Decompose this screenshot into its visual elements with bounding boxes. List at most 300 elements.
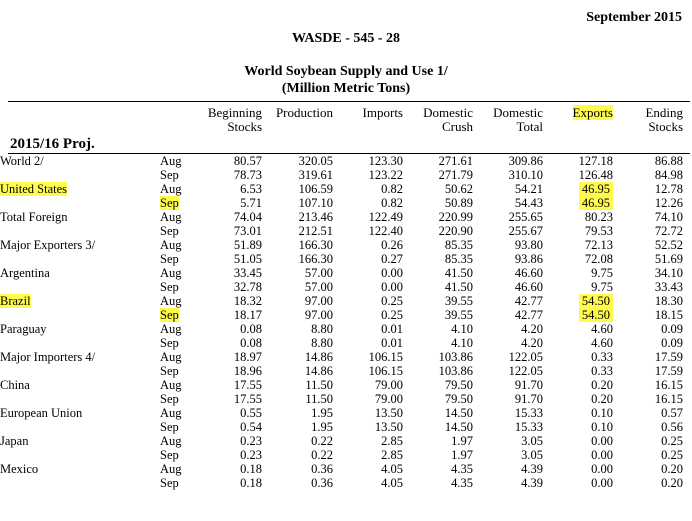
col-header-line2: Crush <box>441 119 473 134</box>
value-cell <box>403 266 473 280</box>
cell-value: 0.54 <box>240 420 262 434</box>
month-label: Sep <box>160 448 179 462</box>
region-cell <box>0 476 160 490</box>
cell-value: 271.79 <box>438 168 473 182</box>
value-cell <box>613 462 683 476</box>
region-cell <box>0 154 160 168</box>
cell-value: 4.10 <box>451 322 473 336</box>
cell-value: 80.23 <box>584 210 613 224</box>
cell-value: 106.15 <box>368 350 403 364</box>
region-cell <box>0 350 160 364</box>
value-cell <box>333 238 403 252</box>
cell-value: 0.20 <box>661 476 683 490</box>
region-label: United States <box>0 182 68 196</box>
table-units: (Million Metric Tons) <box>281 81 411 96</box>
value-cell <box>613 182 683 196</box>
table-row <box>0 168 692 182</box>
value-cell <box>403 280 473 294</box>
value-cell <box>473 308 543 322</box>
cell-value: 4.35 <box>451 462 473 476</box>
col-header-beginning-stocks <box>192 106 262 134</box>
region-label: Japan <box>0 434 29 448</box>
cell-value: 4.05 <box>381 462 403 476</box>
col-header-line1: Imports <box>362 105 403 120</box>
value-cell <box>613 434 683 448</box>
value-cell <box>192 448 262 462</box>
value-cell <box>543 224 613 238</box>
table-title: World Soybean Supply and Use 1/ <box>244 64 448 79</box>
region-label: Mexico <box>0 462 39 476</box>
value-cell <box>333 196 403 210</box>
cell-value: 0.22 <box>311 434 333 448</box>
row-padding <box>683 392 692 406</box>
value-cell <box>543 154 613 168</box>
cell-value: 0.25 <box>661 448 683 462</box>
month-cell <box>160 434 192 448</box>
value-cell <box>262 224 333 238</box>
value-cell <box>613 448 683 462</box>
value-cell <box>403 238 473 252</box>
cell-value: 80.57 <box>233 154 262 168</box>
cell-value: 4.39 <box>521 476 543 490</box>
cell-value: 0.55 <box>240 406 262 420</box>
cell-value: 0.82 <box>381 196 403 210</box>
cell-value: 14.86 <box>304 364 333 378</box>
cell-value: 0.00 <box>591 448 613 462</box>
month-label: Sep <box>160 420 179 434</box>
value-cell <box>613 168 683 182</box>
cell-value: 106.15 <box>368 364 403 378</box>
value-cell <box>403 210 473 224</box>
exports-header-highlight: Exports <box>572 105 613 120</box>
row-padding <box>683 350 692 364</box>
value-cell <box>473 168 543 182</box>
value-cell <box>192 168 262 182</box>
value-cell <box>543 378 613 392</box>
value-cell <box>333 308 403 322</box>
cell-value: 106.59 <box>298 182 333 196</box>
cell-value: 41.50 <box>444 266 473 280</box>
cell-value: 103.86 <box>438 364 473 378</box>
value-cell <box>262 462 333 476</box>
region-cell <box>0 378 160 392</box>
col-header-domestic-crush <box>403 106 473 134</box>
value-cell <box>262 322 333 336</box>
value-cell <box>613 378 683 392</box>
region-label: Brazil <box>0 294 31 308</box>
cell-value: 18.30 <box>654 294 683 308</box>
value-cell <box>192 476 262 490</box>
cell-value: 15.33 <box>514 406 543 420</box>
row-padding <box>683 462 692 476</box>
value-cell <box>613 406 683 420</box>
value-cell <box>333 434 403 448</box>
value-cell <box>262 336 333 350</box>
value-cell <box>613 476 683 490</box>
table-row <box>0 154 692 168</box>
value-cell <box>192 434 262 448</box>
cell-value: 0.20 <box>591 392 613 406</box>
region-label: Major Exporters 3/ <box>0 238 96 252</box>
value-cell <box>543 336 613 350</box>
value-cell <box>543 252 613 266</box>
value-cell <box>262 238 333 252</box>
cell-value: 46.60 <box>514 280 543 294</box>
value-cell <box>403 252 473 266</box>
table-row <box>0 210 692 224</box>
month-label: Aug <box>160 322 182 336</box>
row-padding <box>683 168 692 182</box>
month-cell <box>160 224 192 238</box>
value-cell <box>192 378 262 392</box>
value-cell <box>543 266 613 280</box>
region-cell <box>0 322 160 336</box>
cell-value: 42.77 <box>514 308 543 322</box>
value-cell <box>473 392 543 406</box>
value-cell <box>403 378 473 392</box>
region-cell <box>0 308 160 322</box>
table-row <box>0 238 692 252</box>
cell-value: 127.18 <box>578 154 613 168</box>
value-cell <box>473 378 543 392</box>
value-cell <box>473 322 543 336</box>
value-cell <box>192 350 262 364</box>
row-padding <box>683 406 692 420</box>
cell-value: 46.95 <box>579 182 613 196</box>
region-label: Major Importers 4/ <box>0 350 96 364</box>
month-label: Sep <box>160 336 179 350</box>
value-cell <box>262 420 333 434</box>
row-padding <box>683 210 692 224</box>
month-cell <box>160 336 192 350</box>
cell-value: 51.69 <box>654 252 683 266</box>
cell-value: 39.55 <box>444 294 473 308</box>
cell-value: 122.05 <box>508 364 543 378</box>
cell-value: 0.00 <box>381 280 403 294</box>
cell-value: 16.15 <box>654 392 683 406</box>
cell-value: 0.22 <box>311 448 333 462</box>
value-cell <box>403 434 473 448</box>
cell-value: 4.20 <box>521 322 543 336</box>
value-cell <box>543 322 613 336</box>
cell-value: 320.05 <box>298 154 333 168</box>
row-padding <box>683 266 692 280</box>
value-cell <box>543 308 613 322</box>
region-cell <box>0 406 160 420</box>
cell-value: 3.05 <box>521 434 543 448</box>
cell-value: 255.65 <box>508 210 543 224</box>
month-cell <box>160 378 192 392</box>
month-cell <box>160 476 192 490</box>
value-cell <box>192 266 262 280</box>
month-label: Sep <box>160 308 179 322</box>
col-header-imports <box>333 106 403 120</box>
value-cell <box>262 210 333 224</box>
value-cell <box>192 420 262 434</box>
cell-value: 50.62 <box>444 182 473 196</box>
value-cell <box>333 294 403 308</box>
soybean-table <box>0 154 692 490</box>
table-row <box>0 350 692 364</box>
cell-value: 15.33 <box>514 420 543 434</box>
value-cell <box>403 196 473 210</box>
cell-value: 0.20 <box>591 378 613 392</box>
cell-value: 3.05 <box>521 448 543 462</box>
table-row <box>0 378 692 392</box>
month-cell <box>160 210 192 224</box>
cell-value: 0.25 <box>381 308 403 322</box>
value-cell <box>333 266 403 280</box>
value-cell <box>192 336 262 350</box>
value-cell <box>473 224 543 238</box>
value-cell <box>543 448 613 462</box>
cell-value: 79.53 <box>584 224 613 238</box>
value-cell <box>403 462 473 476</box>
cell-value: 18.97 <box>233 350 262 364</box>
month-cell <box>160 322 192 336</box>
value-cell <box>262 154 333 168</box>
value-cell <box>613 210 683 224</box>
value-cell <box>543 182 613 196</box>
value-cell <box>403 154 473 168</box>
cell-value: 319.61 <box>298 168 333 182</box>
cell-value: 46.95 <box>579 196 613 210</box>
top-rule <box>8 101 690 102</box>
cell-value: 33.45 <box>233 266 262 280</box>
region-cell <box>0 266 160 280</box>
table-row <box>0 462 692 476</box>
cell-value: 57.00 <box>304 280 333 294</box>
cell-value: 74.10 <box>654 210 683 224</box>
cell-value: 220.99 <box>438 210 473 224</box>
cell-value: 17.55 <box>233 378 262 392</box>
cell-value: 97.00 <box>304 308 333 322</box>
cell-value: 79.00 <box>374 392 403 406</box>
value-cell <box>333 378 403 392</box>
col-header-production <box>262 106 333 120</box>
value-cell <box>262 448 333 462</box>
cell-value: 0.01 <box>381 322 403 336</box>
cell-value: 12.26 <box>654 196 683 210</box>
cell-value: 0.00 <box>591 462 613 476</box>
value-cell <box>613 266 683 280</box>
value-cell <box>543 406 613 420</box>
table-row <box>0 392 692 406</box>
cell-value: 13.50 <box>374 420 403 434</box>
value-cell <box>543 238 613 252</box>
month-cell <box>160 462 192 476</box>
value-cell <box>262 308 333 322</box>
table-row <box>0 434 692 448</box>
month-cell <box>160 308 192 322</box>
month-cell <box>160 294 192 308</box>
cell-value: 310.10 <box>508 168 543 182</box>
value-cell <box>543 294 613 308</box>
region-label: European Union <box>0 406 83 420</box>
region-cell <box>0 336 160 350</box>
month-label: Aug <box>160 266 182 280</box>
value-cell <box>473 462 543 476</box>
month-cell <box>160 364 192 378</box>
month-label: Aug <box>160 406 182 420</box>
value-cell <box>473 280 543 294</box>
value-cell <box>613 224 683 238</box>
value-cell <box>403 392 473 406</box>
cell-value: 2.85 <box>381 434 403 448</box>
cell-value: 17.59 <box>654 364 683 378</box>
value-cell <box>333 168 403 182</box>
cell-value: 255.67 <box>508 224 543 238</box>
value-cell <box>262 280 333 294</box>
region-label: World 2/ <box>0 154 44 168</box>
cell-value: 122.40 <box>368 224 403 238</box>
row-padding <box>683 294 692 308</box>
value-cell <box>192 154 262 168</box>
value-cell <box>192 182 262 196</box>
region-cell <box>0 420 160 434</box>
region-cell <box>0 448 160 462</box>
month-cell <box>160 182 192 196</box>
table-row <box>0 420 692 434</box>
value-cell <box>262 294 333 308</box>
month-label: Sep <box>160 280 179 294</box>
table-row <box>0 406 692 420</box>
value-cell <box>403 322 473 336</box>
value-cell <box>403 182 473 196</box>
month-cell <box>160 238 192 252</box>
value-cell <box>473 252 543 266</box>
value-cell <box>543 210 613 224</box>
value-cell <box>473 154 543 168</box>
month-cell <box>160 350 192 364</box>
region-cell <box>0 196 160 210</box>
value-cell <box>262 378 333 392</box>
table-row <box>0 182 692 196</box>
cell-value: 8.80 <box>311 322 333 336</box>
cell-value: 12.78 <box>654 182 683 196</box>
cell-value: 0.20 <box>661 462 683 476</box>
cell-value: 123.30 <box>368 154 403 168</box>
row-padding <box>683 280 692 294</box>
row-padding <box>683 364 692 378</box>
cell-value: 74.04 <box>233 210 262 224</box>
report-code: WASDE - 545 - 28 <box>291 31 401 46</box>
table-row <box>0 308 692 322</box>
region-cell <box>0 168 160 182</box>
row-padding <box>683 434 692 448</box>
cell-value: 0.26 <box>381 238 403 252</box>
value-cell <box>613 350 683 364</box>
month-cell <box>160 266 192 280</box>
month-label: Aug <box>160 350 182 364</box>
cell-value: 11.50 <box>305 378 333 392</box>
cell-value: 78.73 <box>233 168 262 182</box>
value-cell <box>613 392 683 406</box>
value-cell <box>543 420 613 434</box>
cell-value: 97.00 <box>304 294 333 308</box>
cell-value: 72.08 <box>584 252 613 266</box>
month-cell <box>160 392 192 406</box>
value-cell <box>543 462 613 476</box>
month-cell <box>160 196 192 210</box>
value-cell <box>333 280 403 294</box>
value-cell <box>403 336 473 350</box>
row-padding <box>683 252 692 266</box>
cell-value: 1.97 <box>451 434 473 448</box>
value-cell <box>613 252 683 266</box>
col-header-line2: Stocks <box>227 119 262 134</box>
value-cell <box>473 448 543 462</box>
value-cell <box>403 448 473 462</box>
cell-value: 14.86 <box>304 350 333 364</box>
cell-value: 1.95 <box>311 406 333 420</box>
region-cell <box>0 364 160 378</box>
value-cell <box>473 364 543 378</box>
value-cell <box>192 462 262 476</box>
table-row <box>0 336 692 350</box>
cell-value: 84.98 <box>654 168 683 182</box>
cell-value: 91.70 <box>514 392 543 406</box>
region-label: Argentina <box>0 266 50 280</box>
month-label: Aug <box>160 462 182 476</box>
cell-value: 72.72 <box>654 224 683 238</box>
value-cell <box>192 224 262 238</box>
value-cell <box>192 210 262 224</box>
value-cell <box>613 238 683 252</box>
cell-value: 11.50 <box>305 392 333 406</box>
value-cell <box>262 392 333 406</box>
value-cell <box>473 336 543 350</box>
value-cell <box>192 238 262 252</box>
value-cell <box>473 210 543 224</box>
table-row <box>0 476 692 490</box>
cell-value: 4.39 <box>521 462 543 476</box>
cell-value: 18.17 <box>233 308 262 322</box>
value-cell <box>473 238 543 252</box>
cell-value: 18.15 <box>654 308 683 322</box>
cell-value: 18.32 <box>233 294 262 308</box>
table-row <box>0 224 692 238</box>
region-label: China <box>0 378 30 392</box>
row-padding <box>683 224 692 238</box>
value-cell <box>543 350 613 364</box>
row-padding <box>683 476 692 490</box>
col-header-line1: Ending <box>645 105 683 120</box>
value-cell <box>333 406 403 420</box>
row-padding <box>683 154 692 168</box>
month-label: Sep <box>160 364 179 378</box>
cell-value: 39.55 <box>444 308 473 322</box>
col-header-line1: Production <box>275 105 333 120</box>
month-label: Aug <box>160 238 182 252</box>
value-cell <box>473 196 543 210</box>
value-cell <box>403 420 473 434</box>
value-cell <box>543 392 613 406</box>
cell-value: 17.59 <box>654 350 683 364</box>
month-label: Sep <box>160 224 179 238</box>
cell-value: 0.57 <box>661 406 683 420</box>
value-cell <box>543 168 613 182</box>
month-cell <box>160 168 192 182</box>
value-cell <box>333 350 403 364</box>
value-cell <box>333 224 403 238</box>
col-header-line2: Stocks <box>648 119 683 134</box>
col-header-exports <box>543 106 613 120</box>
cell-value: 4.60 <box>591 336 613 350</box>
cell-value: 54.21 <box>514 182 543 196</box>
value-cell <box>262 182 333 196</box>
row-padding <box>683 196 692 210</box>
